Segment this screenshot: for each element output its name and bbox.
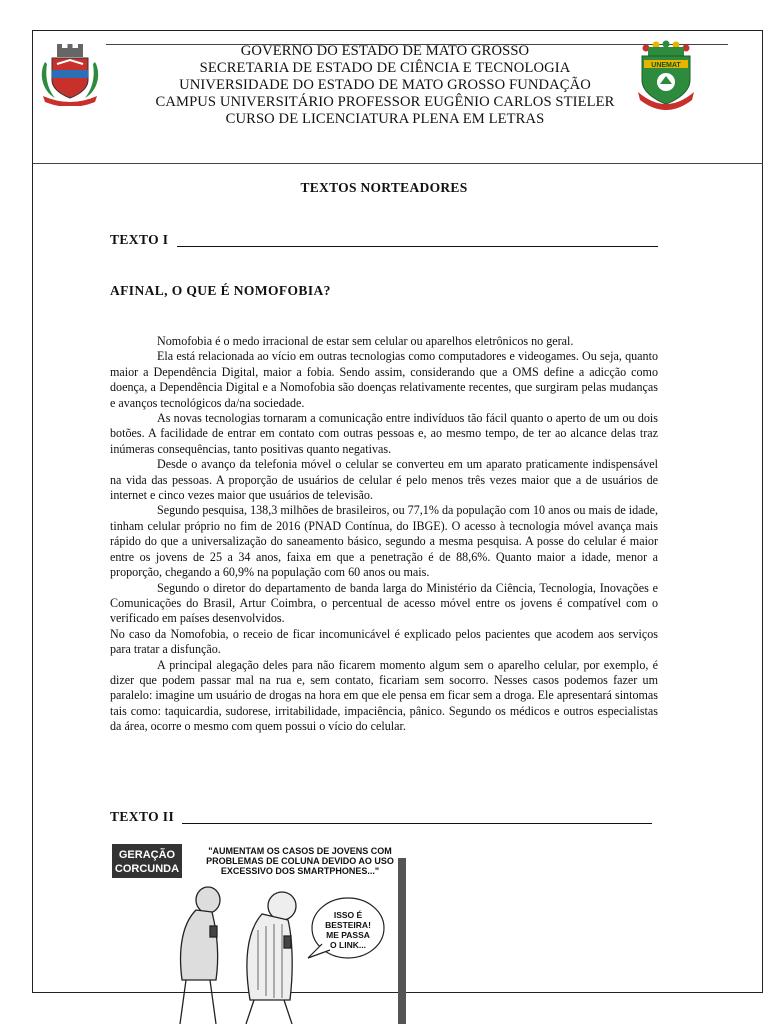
- paragraph: No caso da Nomofobia, o receio de ficar incomunicável é explicado pelos pacientes que acodem aos serviços para tratar a disfunção.: [110, 626, 658, 657]
- unemat-seal-logo: [632, 40, 700, 112]
- texto1-body: [110, 334, 658, 735]
- cartoon-caption-line: PROBLEMAS DE COLUNA DEVIDO AO USO: [206, 856, 394, 866]
- paragraph: Ela está relacionada ao vício em outras tecnologias como computadores e videogames. Ou seja, quanto maior a Dependência Digital, maior a fobia. Sendo assim, considerando que a OMS define a adicção como doença, a Dependência Digital e a Nomofobia são doenças relativamente recentes, que surgiram pelas mudanças e avanços tecnológicos da/na sociedade.: [110, 349, 658, 410]
- header-bottom-rule: [33, 163, 763, 164]
- header-line: CURSO DE LICENCIATURA PLENA EM LETRAS: [225, 111, 545, 127]
- header-line: CAMPUS UNIVERSITÁRIO PROFESSOR EUGÊNIO CARLOS STIELER: [155, 94, 615, 110]
- texto1-heading: AFINAL, O QUE É NOMOFOBIA?: [110, 283, 331, 298]
- speech-bubble-line: ME PASSA: [326, 930, 370, 940]
- paragraph: Segundo pesquisa, 138,3 milhões de brasileiros, ou 77,1% da população com 10 anos ou mais de idade, tinham celular próprio no fim de 2016 (PNAD Contínua, do IBGE). O acesso à tecnologia móvel avança mais rápido do que a universalização do saneamento básico, segundo a mesma pesquisa. A posse do celular é maior entre os jovens de 25 a 34 anos, faixa em que a penetração é de 88,6%. Quanto maior a idade, menor a proporção, chegando a 60,9% na população com 60 anos ou mais.: [110, 503, 658, 580]
- logo-text: UNEMAT: [651, 62, 681, 69]
- paragraph: Desde o avanço da telefonia móvel o celular se converteu em um aparato praticamente indispensável na vida das pessoas. A proporção de usuários de celular é pelo menos três vezes maior que a de usuários de internet e cinco vezes maior que usuários de televisão.: [110, 457, 658, 503]
- speech-bubble-line: BESTEIRA!: [325, 920, 371, 930]
- texto2-label: TEXTO II: [110, 809, 175, 824]
- institution-header: [100, 43, 670, 128]
- paragraph: As novas tecnologias tornaram a comunicação entre indivíduos tão fácil quanto o aperto de um ou dois botões. A facilidade de entrar em contato com outras pessoas e, ao mesmo tempo, de ter ao alcance delas traz inúmeras consequências, tanto positivas quanto negativas.: [110, 411, 658, 456]
- texto1-underline: [177, 246, 658, 247]
- paragraph: A principal alegação deles para não ficarem momento algum sem o aparelho celular, por exemplo, é dizer que podem passar mal na rua e, sem contato, ficariam sem socorro. Nesses casos podemos fazer um paralelo: imagine um usuário de drogas na hora em que ele pensa em ficar sem a droga. Ele apresentará sintomas tais como: taquicardia, sudorese, irritabilidade, impaciência, pânico. Segundo os médicos e outros especialistas da área, ocorre o mesmo com quem possui o vício do celular.: [110, 657, 658, 734]
- texto2-underline: [182, 823, 652, 824]
- header-line: SECRETARIA DE ESTADO DE CIÊNCIA E TECNOLOGIA: [199, 60, 571, 76]
- paragraph: Segundo o diretor do departamento de banda larga do Ministério da Ciência, Tecnologia, Inovações e Comunicações do Brasil, Artur Coimbra, o percentual de acesso móvel entre os jovens é compatível com o verificado em países desenvolvidos.: [110, 580, 658, 626]
- cartoon-tag-line: GERAÇÃO: [118, 849, 176, 861]
- cartoon-caption-line: EXCESSIVO DOS SMARTPHONES...": [220, 866, 380, 876]
- paragraph: Nomofobia é o medo irracional de estar sem celular ou aparelhos eletrônicos no geral.: [157, 334, 574, 348]
- figure-right: [246, 892, 296, 1024]
- cartoon-illustration: [112, 840, 412, 1024]
- municipal-coat-of-arms-logo: [37, 42, 103, 106]
- texto1-label: TEXTO I: [110, 232, 169, 247]
- document-title: TEXTOS NORTEADORES: [300, 180, 468, 195]
- speech-bubble-line: O LINK...: [330, 940, 366, 950]
- speech-bubble-line: ISSO É: [333, 910, 363, 920]
- cartoon-caption-line: "AUMENTAM OS CASOS DE JOVENS COM: [208, 846, 392, 856]
- header-line: GOVERNO DO ESTADO DE MATO GROSSO: [240, 43, 530, 59]
- figure-left: [180, 887, 220, 1024]
- cartoon-tag-line: CORCUNDA: [114, 863, 180, 875]
- header-line: UNIVERSIDADE DO ESTADO DE MATO GROSSO FUNDAÇÃO: [179, 77, 591, 93]
